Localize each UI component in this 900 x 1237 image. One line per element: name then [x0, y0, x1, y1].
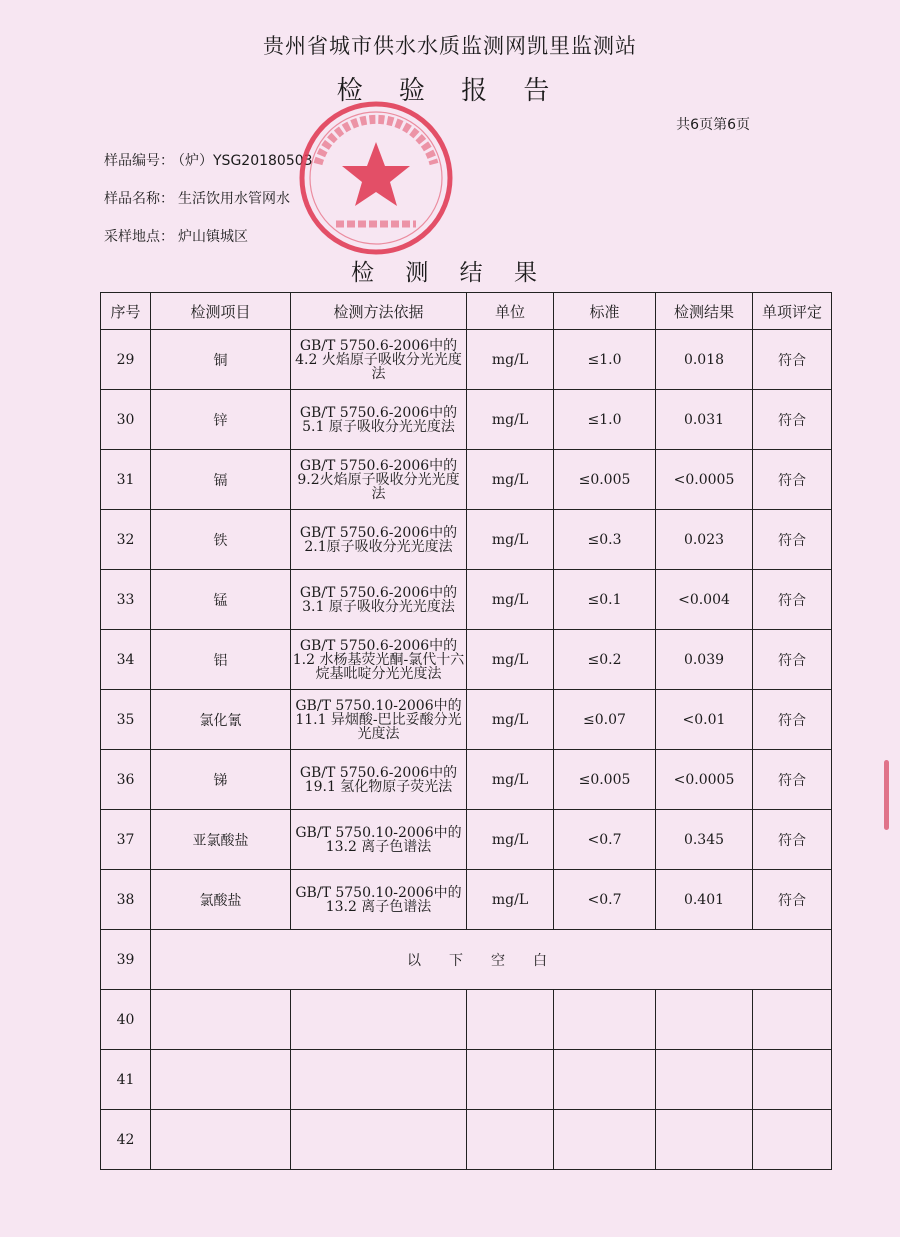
empty-cell — [554, 1050, 656, 1110]
standard-limit: ≤0.07 — [554, 690, 656, 750]
sample-number-label: 样品编号： — [104, 153, 174, 169]
column-header-result: 检测结果 — [656, 293, 753, 330]
row-number: 41 — [101, 1050, 151, 1110]
table-row — [101, 390, 832, 450]
standard-limit: ≤1.0 — [554, 390, 656, 450]
test-method: GB/T 5750.6-2006中的1.2 水杨基荧光酮-氯代十六烷基吡啶分光光度法 — [291, 630, 467, 690]
unit: mg/L — [467, 330, 554, 390]
standard-limit: ≤0.005 — [554, 450, 656, 510]
row-number: 37 — [101, 810, 151, 870]
scan-edge-mark — [884, 760, 889, 830]
page-count: 共6页第6页 — [676, 117, 750, 133]
standard-limit: ≤0.005 — [554, 750, 656, 810]
test-method: GB/T 5750.6-2006中的2.1原子吸收分光光度法 — [291, 510, 467, 570]
table-row — [101, 750, 832, 810]
blank-marker-text: 以下空白 — [151, 930, 832, 990]
table-row — [101, 510, 832, 570]
empty-cell — [554, 990, 656, 1050]
column-header-standard: 标准 — [554, 293, 656, 330]
row-number: 36 — [101, 750, 151, 810]
test-method: GB/T 5750.10-2006中的11.1 异烟酸-巴比妥酸分光光度法 — [291, 690, 467, 750]
empty-cell — [554, 1110, 656, 1170]
standard-limit: <0.7 — [554, 810, 656, 870]
row-number: 32 — [101, 510, 151, 570]
empty-cell — [656, 990, 753, 1050]
test-result: 0.345 — [656, 810, 753, 870]
test-item: 铝 — [151, 630, 291, 690]
test-method: GB/T 5750.6-2006中的19.1 氢化物原子荧光法 — [291, 750, 467, 810]
unit: mg/L — [467, 870, 554, 930]
table-row — [101, 810, 832, 870]
test-method: GB/T 5750.10-2006中的13.2 离子色谱法 — [291, 870, 467, 930]
blank-marker-row — [101, 930, 832, 990]
test-result: 0.401 — [656, 870, 753, 930]
empty-row — [101, 1110, 832, 1170]
row-number: 35 — [101, 690, 151, 750]
verdict: 符合 — [753, 810, 832, 870]
test-result: <0.01 — [656, 690, 753, 750]
unit: mg/L — [467, 450, 554, 510]
empty-row — [101, 1050, 832, 1110]
results-title: 检 测 结 果 — [351, 260, 549, 286]
row-number: 31 — [101, 450, 151, 510]
test-result: 0.039 — [656, 630, 753, 690]
table-row — [101, 690, 832, 750]
test-method: GB/T 5750.6-2006中的5.1 原子吸收分光光度法 — [291, 390, 467, 450]
sampling-location-value: 炉山镇城区 — [178, 229, 248, 245]
empty-cell — [151, 990, 291, 1050]
column-header-no: 序号 — [101, 293, 151, 330]
sample-name-value: 生活饮用水管网水 — [178, 191, 290, 207]
test-result: 0.031 — [656, 390, 753, 450]
row-number: 29 — [101, 330, 151, 390]
table-header-row — [101, 293, 832, 330]
test-result: 0.018 — [656, 330, 753, 390]
verdict: 符合 — [753, 510, 832, 570]
test-method: GB/T 5750.6-2006中的4.2 火焰原子吸收分光光度法 — [291, 330, 467, 390]
column-header-item: 检测项目 — [151, 293, 291, 330]
empty-row — [101, 990, 832, 1050]
empty-cell — [151, 1110, 291, 1170]
verdict: 符合 — [753, 570, 832, 630]
row-number: 42 — [101, 1110, 151, 1170]
empty-cell — [467, 1110, 554, 1170]
verdict: 符合 — [753, 750, 832, 810]
table-row — [101, 330, 832, 390]
row-number: 30 — [101, 390, 151, 450]
empty-cell — [753, 1110, 832, 1170]
unit: mg/L — [467, 690, 554, 750]
sample-number — [104, 150, 313, 170]
test-result: <0.0005 — [656, 450, 753, 510]
results-table — [100, 292, 832, 1170]
test-item: 铁 — [151, 510, 291, 570]
seal-star-icon — [342, 142, 410, 206]
verdict: 符合 — [753, 450, 832, 510]
standard-limit: ≤0.1 — [554, 570, 656, 630]
column-header-unit: 单位 — [467, 293, 554, 330]
sampling-location-label: 采样地点： — [104, 229, 174, 245]
sampling-location — [104, 226, 248, 246]
test-item: 锑 — [151, 750, 291, 810]
unit: mg/L — [467, 630, 554, 690]
empty-cell — [467, 990, 554, 1050]
verdict: 符合 — [753, 390, 832, 450]
standard-limit: ≤1.0 — [554, 330, 656, 390]
empty-cell — [656, 1050, 753, 1110]
empty-cell — [291, 1110, 467, 1170]
row-number: 33 — [101, 570, 151, 630]
column-header-method: 检测方法依据 — [291, 293, 467, 330]
standard-limit: <0.7 — [554, 870, 656, 930]
table-row — [101, 450, 832, 510]
test-method: GB/T 5750.6-2006中的9.2火焰原子吸收分光光度法 — [291, 450, 467, 510]
test-item: 锌 — [151, 390, 291, 450]
row-number: 40 — [101, 990, 151, 1050]
empty-cell — [291, 1050, 467, 1110]
test-item: 氯化氰 — [151, 690, 291, 750]
test-item: 锰 — [151, 570, 291, 630]
test-item: 镉 — [151, 450, 291, 510]
unit: mg/L — [467, 810, 554, 870]
test-method: GB/T 5750.6-2006中的3.1 原子吸收分光光度法 — [291, 570, 467, 630]
row-number: 38 — [101, 870, 151, 930]
row-number: 39 — [101, 930, 151, 990]
verdict: 符合 — [753, 870, 832, 930]
verdict: 符合 — [753, 330, 832, 390]
standard-limit: ≤0.3 — [554, 510, 656, 570]
row-number: 34 — [101, 630, 151, 690]
test-item: 氯酸盐 — [151, 870, 291, 930]
official-seal-stamp — [296, 98, 456, 258]
test-result: 0.023 — [656, 510, 753, 570]
verdict: 符合 — [753, 630, 832, 690]
table-row — [101, 630, 832, 690]
unit: mg/L — [467, 750, 554, 810]
sample-name — [104, 188, 290, 208]
unit: mg/L — [467, 510, 554, 570]
sample-number-value: （炉）YSG20180503 — [178, 153, 313, 169]
empty-cell — [151, 1050, 291, 1110]
empty-cell — [753, 1050, 832, 1110]
report-title: 检 验 报 告 — [336, 76, 564, 106]
empty-cell — [656, 1110, 753, 1170]
verdict: 符合 — [753, 690, 832, 750]
unit: mg/L — [467, 390, 554, 450]
table-row — [101, 570, 832, 630]
standard-limit: ≤0.2 — [554, 630, 656, 690]
organization-title: 贵州省城市供水水质监测网凯里监测站 — [263, 34, 637, 58]
empty-cell — [467, 1050, 554, 1110]
test-item: 亚氯酸盐 — [151, 810, 291, 870]
column-header-verdict: 单项评定 — [753, 293, 832, 330]
sample-name-label: 样品名称： — [104, 191, 174, 207]
test-result: <0.004 — [656, 570, 753, 630]
table-row — [101, 870, 832, 930]
test-method: GB/T 5750.10-2006中的13.2 离子色谱法 — [291, 810, 467, 870]
test-item: 铜 — [151, 330, 291, 390]
test-result: <0.0005 — [656, 750, 753, 810]
empty-cell — [753, 990, 832, 1050]
empty-cell — [291, 990, 467, 1050]
unit: mg/L — [467, 570, 554, 630]
